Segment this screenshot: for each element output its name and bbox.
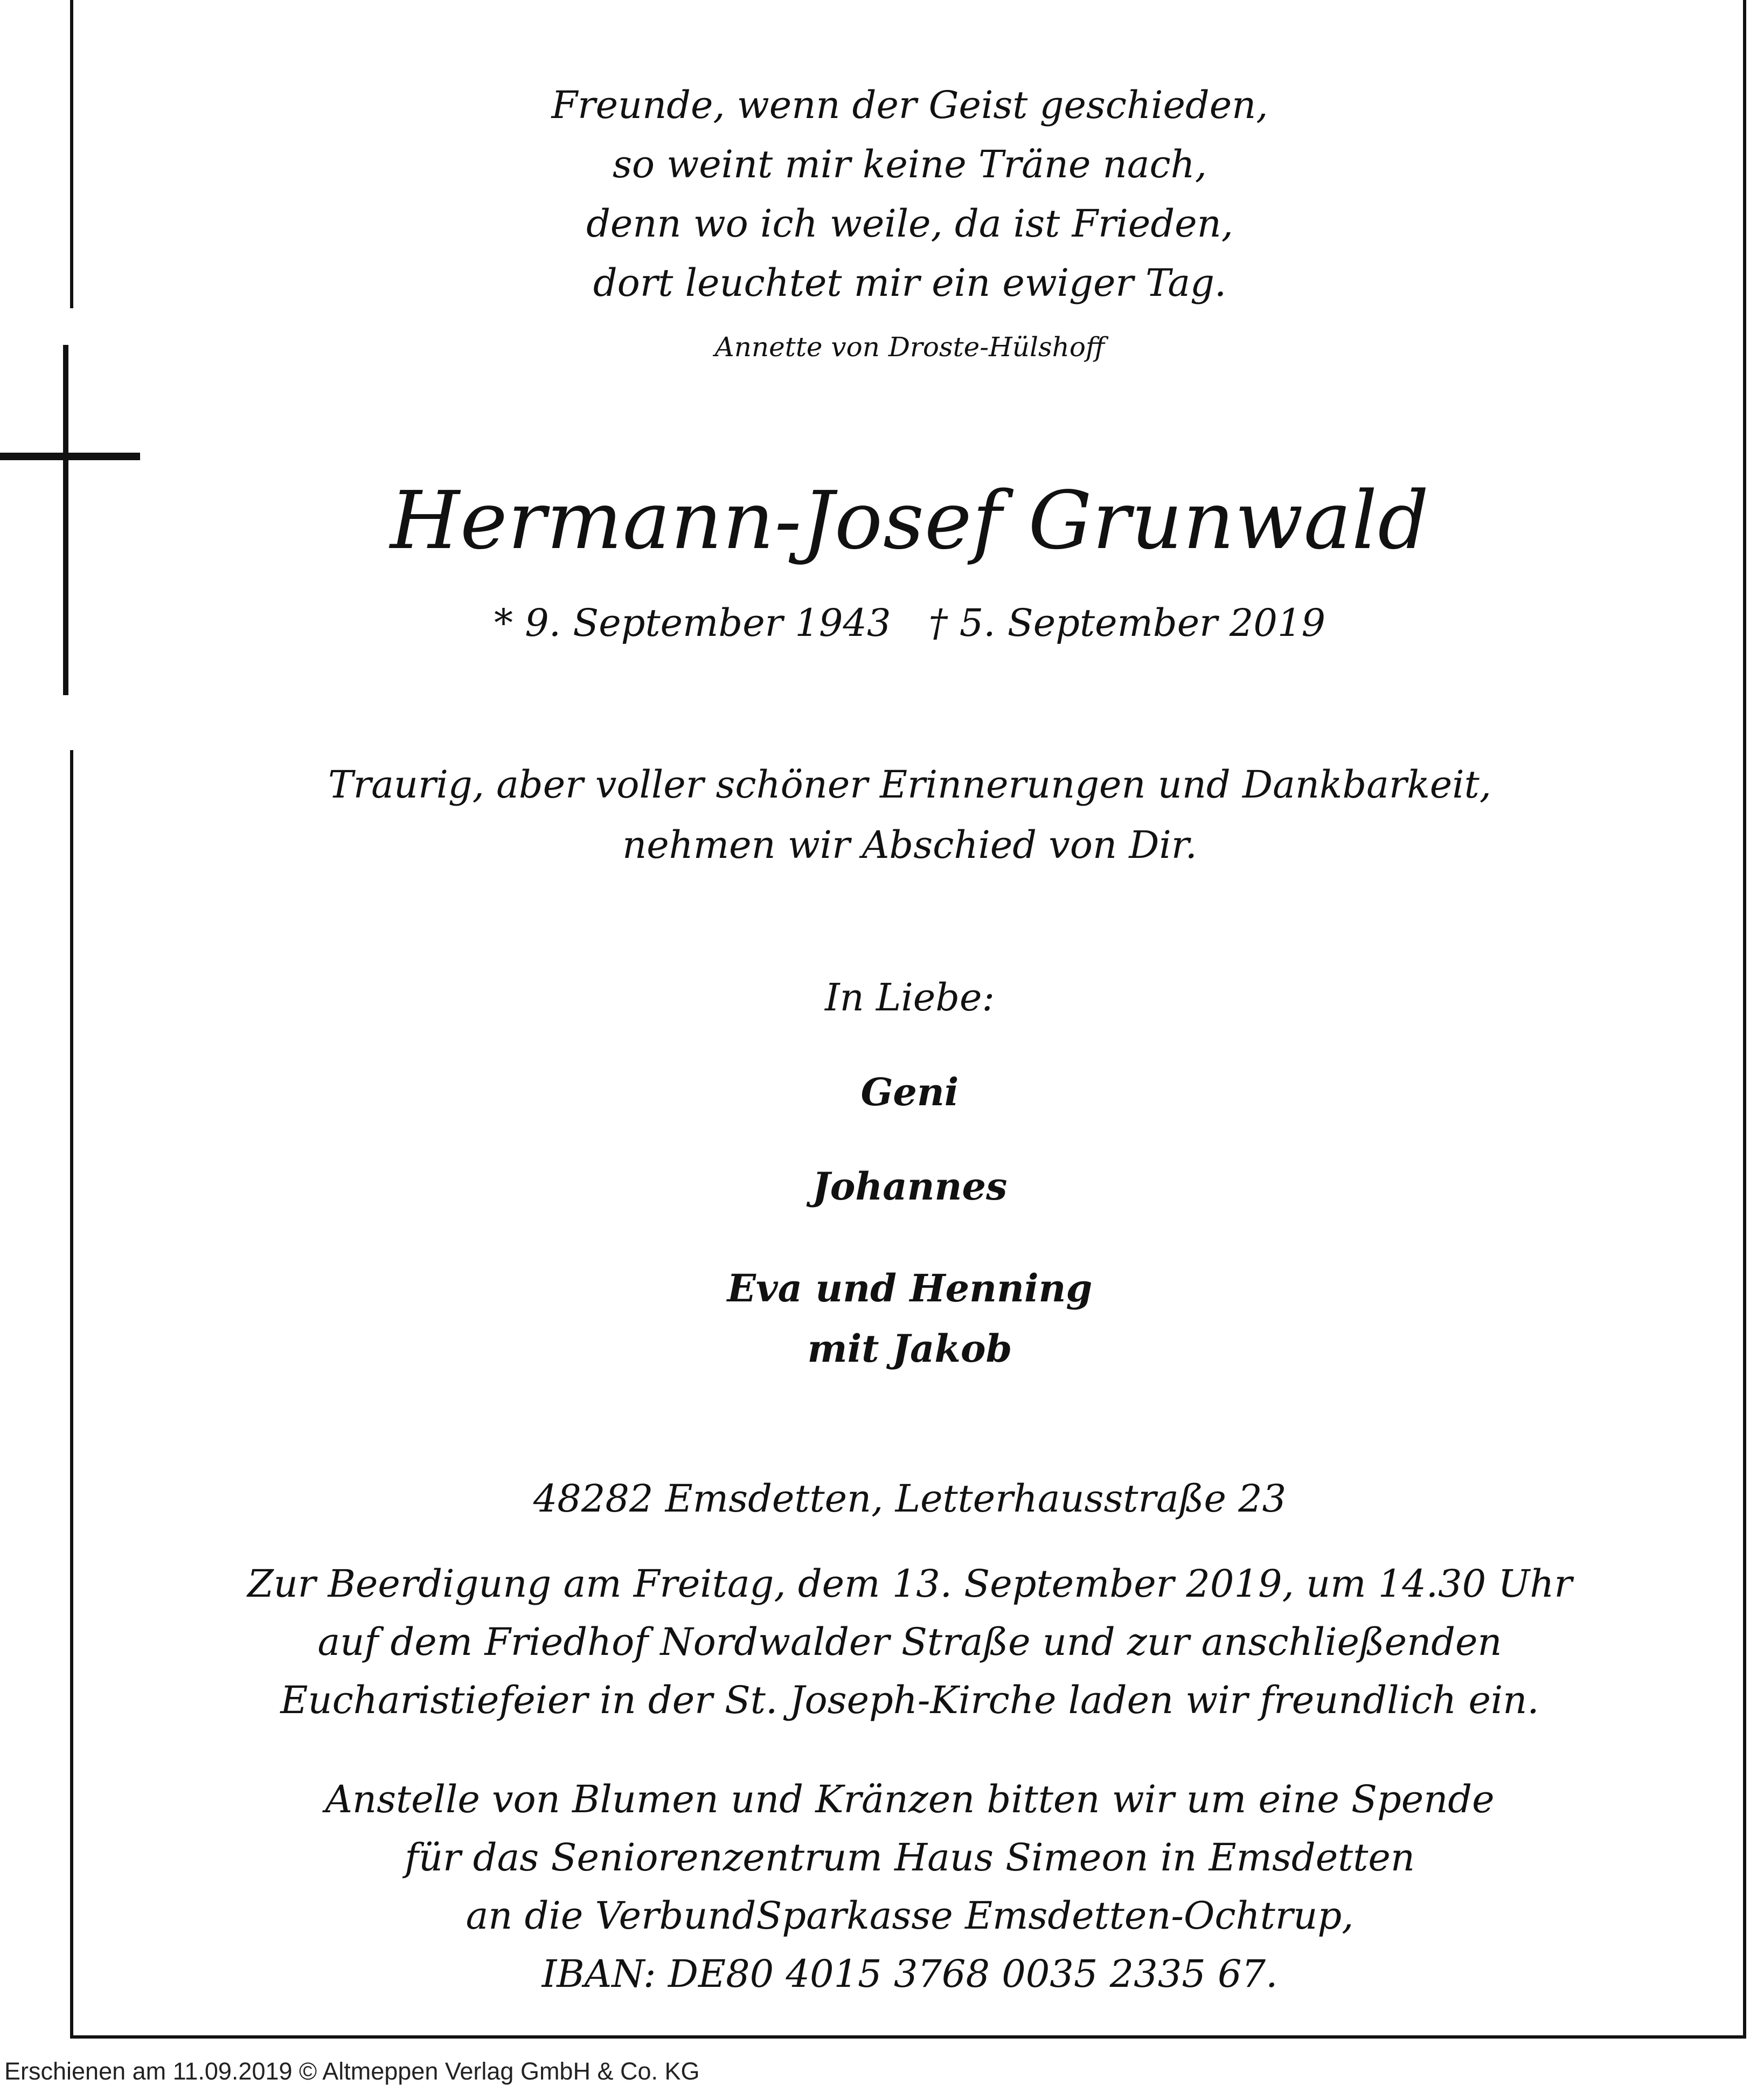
- donation-line: für das Seniorenzentrum Haus Simeon in Emsdetten: [405, 1835, 1415, 1880]
- publication-footer: Erschienen am 11.09.2019 © Altmeppen Verlag GmbH & Co. KG: [4, 2057, 700, 2085]
- birth-date: * 9. September 1943: [494, 601, 891, 645]
- farewell-line: Traurig, aber voller schöner Erinnerungen und Dankbarkeit,: [328, 763, 1491, 807]
- poem-author: Annette von Droste-Hülshoff: [714, 331, 1105, 363]
- mourner-name: Geni: [860, 1070, 959, 1114]
- funeral-info: [73, 1555, 1746, 1729]
- mourner-name: Johannes: [812, 1164, 1008, 1209]
- life-dates: [73, 601, 1746, 645]
- family-address: 48282 Emsdetten, Letterhausstraße 23: [533, 1477, 1287, 1521]
- donation-line: an die VerbundSparkasse Emsdetten-Ochtrup,: [466, 1894, 1354, 1938]
- death-date: † 5. September 2019: [928, 601, 1326, 645]
- poem-line: dort leuchtet mir ein ewiger Tag.: [593, 261, 1227, 305]
- mourner-group: [73, 1258, 1746, 1379]
- donation-info: [73, 1770, 1746, 2003]
- donation-line: Anstelle von Blumen und Kränzen bitten wir um eine Spende: [325, 1777, 1495, 1821]
- donation-line: IBAN: DE80 4015 3768 0035 2335 67.: [541, 1952, 1278, 1996]
- farewell-text: [73, 754, 1746, 875]
- mourner-name: mit Jakob: [807, 1326, 1012, 1371]
- funeral-line: auf dem Friedhof Nordwalder Straße und zur anschließenden: [317, 1620, 1502, 1664]
- funeral-line: Zur Beerdigung am Freitag, dem 13. September 2019, um 14.30 Uhr: [247, 1562, 1572, 1606]
- mourners-intro: In Liebe:: [824, 975, 995, 1020]
- poem-line: Freunde, wenn der Geist geschieden,: [551, 83, 1268, 127]
- deceased-name: Hermann-Josef Grunwald: [390, 474, 1430, 567]
- poem-line: so weint mir keine Träne nach,: [613, 142, 1207, 186]
- poem-line: denn wo ich weile, da ist Frieden,: [586, 202, 1233, 246]
- mourner-name: Eva und Henning: [727, 1266, 1093, 1311]
- poem: [73, 75, 1746, 313]
- funeral-line: Eucharistiefeier in der St. Joseph-Kirche laden wir freundlich ein.: [280, 1678, 1539, 1722]
- farewell-line: nehmen wir Abschied von Dir.: [622, 823, 1197, 867]
